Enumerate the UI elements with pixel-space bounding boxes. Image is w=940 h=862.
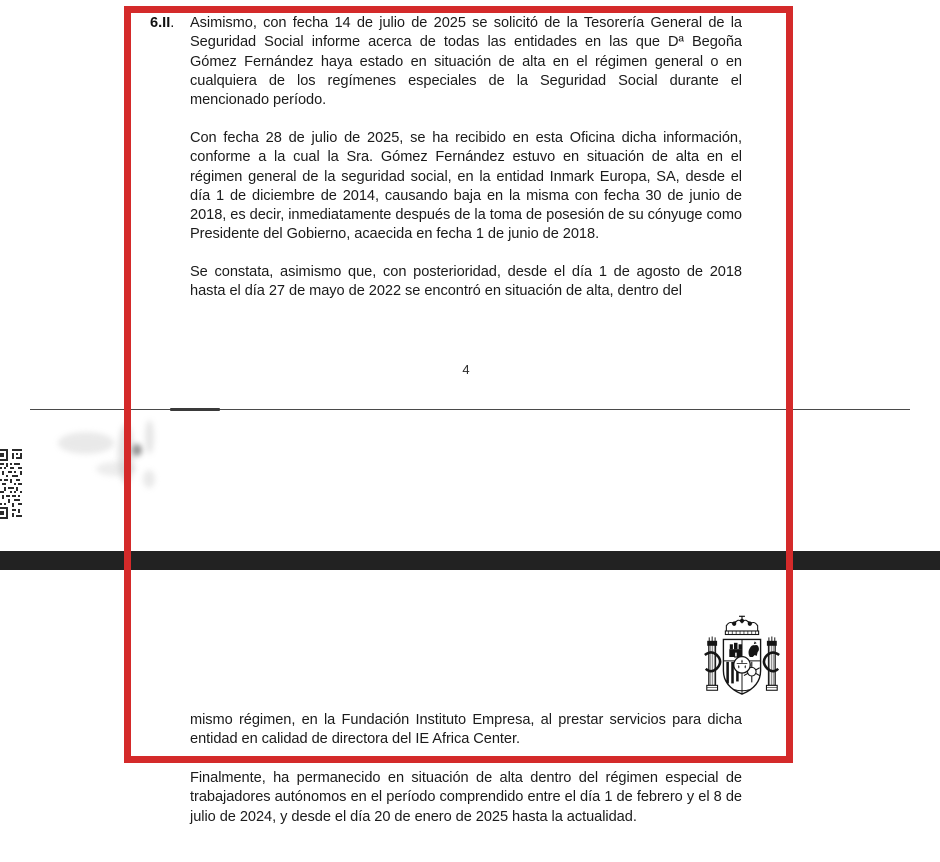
clause-number	[150, 14, 174, 33]
scan-divider-line	[30, 409, 910, 410]
paragraph-1: Asimismo, con fecha 14 de julio de 2025 se solicitó de la Tesorería General de la Seguridad Social informe acerca de todas las entidades en las que Dª Begoña Gómez Fernández haya estado en situación de alta en el régimen general o en cualquiera de los regímenes especiales de la Seguridad Social durante el mencionado período.	[190, 15, 742, 109]
clause-number-value: 6.II	[150, 15, 171, 31]
scan-smudge	[143, 470, 155, 488]
scan-smudge	[118, 424, 134, 484]
scan-smudge	[132, 444, 142, 456]
scan-smudge	[58, 432, 114, 454]
page-number: 4	[462, 362, 470, 377]
escudo-de-espana-icon	[692, 612, 792, 702]
paragraph-5: Finalmente, ha permanecido en situación de alta dentro del régimen especial de trabajadores autónomos en el período comprendido entre el día 1 de febrero y el 8 de julio de 2024, y desde el día 20 de enero de 2025 hasta la actualidad.	[190, 770, 742, 825]
scan-smudge	[145, 420, 154, 454]
paragraph-2: Con fecha 28 de julio de 2025, se ha recibido en esta Oficina dicha información, conforme a la cual la Sra. Gómez Fernández estuvo en situación de alta en el régimen general de la seguridad social, en la entidad Inmark Europa, SA, desde el día 1 de diciembre de 2014, causando baja en la misma con fecha 30 de junio de 2018, es decir, inmediatamente después de la toma de posesión de su cónyuge como Presidente del Gobierno, acaecida en fecha 1 de junio de 2018.	[190, 130, 742, 243]
qr-code-icon	[0, 447, 24, 521]
paragraph-3: Se constata, asimismo que, con posterioridad, desde el día 1 de agosto de 2018 hasta el día 27 de mayo de 2022 se encontró en situación de alta, dentro del	[190, 264, 742, 300]
scan-black-band	[0, 551, 940, 570]
paragraph-4: mismo régimen, en la Fundación Instituto Empresa, al prestar servicios para dicha entidad en calidad de directora del IE Africa Center.	[190, 712, 742, 748]
clause-number-suffix: .	[170, 15, 175, 31]
